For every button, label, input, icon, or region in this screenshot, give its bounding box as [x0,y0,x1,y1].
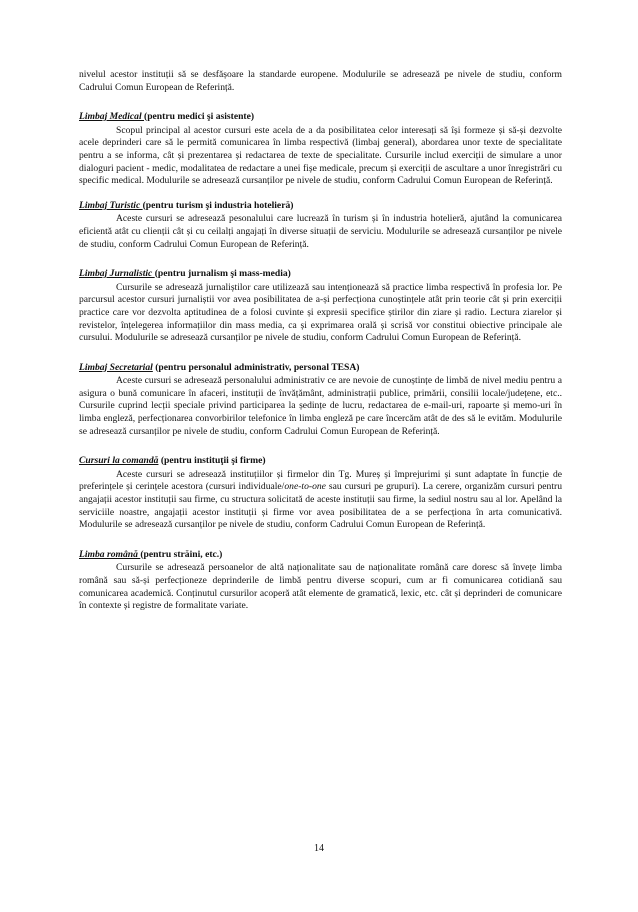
section-body-emphasis: one-to-one [284,481,326,493]
section-title: Limbaj Jurnalistic [79,268,155,280]
section-subtitle: (pentru medici şi asistente) [144,111,255,123]
section-body: Cursurile se adresează persoanelor de altă naționalitate sau de naționalitate română care doresc să învețe limba română sau să-și perfecționeze deprinderile de limbă pentru diverse scopuri, cum ar fi comunicarea cotidiană sau comunicarea academică. Conținutul cursurilor acoperă atât elemente de gramatică, lexic, etc. cât și deprinderi de comunicare în contexte și registre de formalitate variate. [79,562,562,612]
section-title: Limbaj Secretarial [79,361,153,373]
section-subtitle: (pentru personalul administrativ, personal TESA) [152,361,360,373]
section-limbaj-medical [79,111,562,188]
section-subtitle: (pentru jurnalism şi mass-media) [154,268,291,280]
section-cursuri-la-comanda [79,455,562,532]
section-heading [79,549,562,562]
section-heading [79,455,562,468]
section-subtitle: (pentru instituţii şi firme) [158,455,266,467]
section-heading [79,268,562,281]
section-title: Cursuri la comandă [79,455,159,467]
section-body-start: Aceste cursuri se adresează instituțiilor și firmelor din Tg. Mureș și împrejurimi și sunt adaptate în funcție de preferințele și cerințele acestora (cursuri individuale/ [79,468,562,493]
section-body-end: sau cursuri pe grupuri). La cerere, organizăm cursuri pentru angajații acestor instituții sau firme, cu structura solicitată de aceste instituții sau firme, la sediul nostru sau al lor. Apelând la serviciile noastre, angajații acestor instituții și firme vor avea posibilitatea de a se perfecționa în arta comunicativă. Modulurile se adresează cursanților pe nivele de studiu, conform Cadrului Comun European de Referință. [79,481,562,531]
section-title: Limbaj Medical [79,111,145,123]
section-subtitle: (pentru turism şi industria hotelieră) [142,199,294,211]
section-heading [79,200,562,213]
section-limba-romana [79,549,562,613]
section-heading [79,362,562,375]
section-limbaj-turistic [79,200,562,251]
section-body: Aceste cursuri se adresează pesonalului care lucrează în turism și în industria hotelieră, ajutând la comunicarea eficientă atât cu clienții cât și cu ceilalți angajați în diverse situații de serviciu. Modulurile se adresează cursanților pe nivele de studiu, conform Cadrului Comun European de Referință. [79,213,562,250]
intro-paragraph: nivelul acestor instituții să se desfășoare la standarde europene. Modulurile se adresează pe nivele de studiu, conform Cadrului Comun European de Referință. [79,69,562,93]
section-body: Aceste cursuri se adresează personalului administrativ ce are nevoie de cunoștințe de limbă de nivel mediu pentru a asigura o bună comunicare în afaceri, instituții de învățământ, administrații publice, primării, consilii locale/județene, etc.. Cursurile cuprind lecții speciale privind participarea la ședințe de lucru, redactarea de e-mail-uri, rapoarte și memo-uri în limba engleză, perfecționarea convorbirilor telefonice în limba engleză pe care încercăm atât de des să le evităm. Modulurile se adresează cursanților pe nivele de studiu, conform Cadrului Comun European de Referință. [79,375,562,437]
section-limbaj-jurnalistic [79,268,562,345]
section-body [79,469,562,532]
page-number: 14 [314,843,324,854]
section-title: Limbaj Turistic [79,199,143,211]
section-subtitle: (pentru străini, etc.) [140,548,223,560]
document-page [79,69,562,613]
section-limbaj-secretarial [79,362,562,439]
section-body: Scopul principal al acestor cursuri este acela de a da posibilitatea celor interesați să își formeze și să-și dezvolte acele deprinderi care să le permită comunicarea în limba respectivă (limbaj general), abordarea unor texte de specialitate pentru a se informa, cât și prezentarea și redactarea de texte de specialitate. Cursurile includ exerciții de simulare a unor dialoguri pacient - medic, modalitatea de redactare a unei fișe medicale, precum și exerciții de ascultare a unor înregistrări cu specific medical. Modulurile se adresează cursanților pe nivele de studiu, conform Cadrului Comun European de Referință. [79,124,562,187]
section-title: Limba română [79,548,141,560]
section-heading [79,111,562,124]
section-body: Cursurile se adresează jurnaliștilor care utilizează sau intenționează să practice limba respectivă în profesia lor. Pe parcursul acestor cursuri jurnaliștii vor avea posibilitatea de a-și perfecționa cunoștințele atât prin teorie cât și prin exerciții practice care vor dezvolta aptitudinea de a folosi cuvinte și expresii specifice știrilor din ziare și radio. Lectura ziarelor și revistelor, înțelegerea informațiilor din mass media, ca și exprimarea orală și scrisă vor constitui obiective principale ale cursului. Modulurile se adresează cursanților pe nivele de studiu, conform Cadrului Comun European de Referință. [79,281,562,344]
